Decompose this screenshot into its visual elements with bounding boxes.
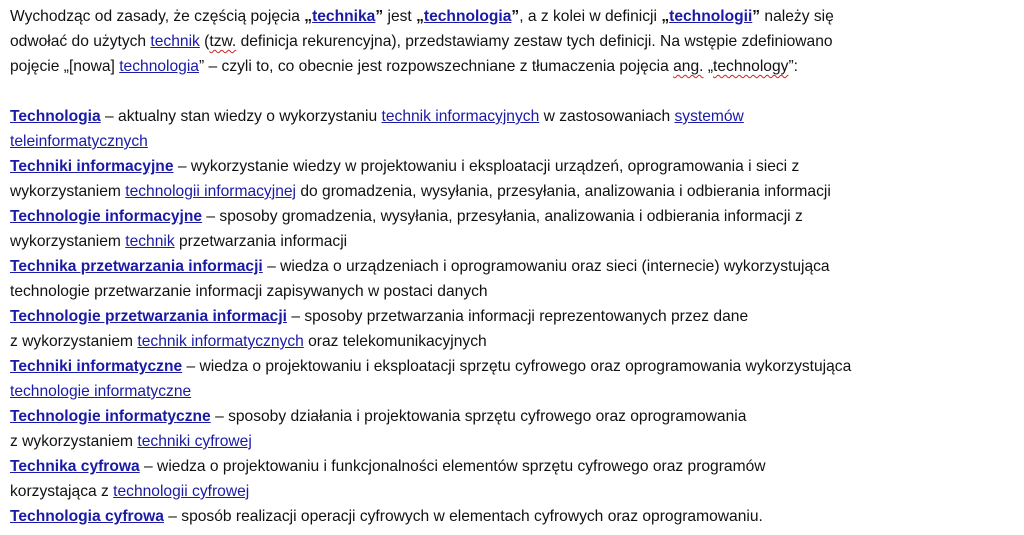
quote-open: „	[304, 8, 313, 25]
definition-technologia-cyfrowa	[10, 504, 1020, 529]
link-teleinformatycznych[interactable]: teleinformatycznych	[10, 133, 148, 150]
link-technik-informatycznych[interactable]: technik informatycznych	[137, 333, 304, 350]
document-body	[10, 4, 1020, 529]
intro-text: odwołać do użytych	[10, 33, 151, 50]
definition-technika-przetwarzania	[10, 254, 1020, 304]
link-technologia-nowa[interactable]: technologia	[119, 58, 199, 75]
intro-text: jest	[383, 8, 417, 25]
definition-text: przetwarzania informacji	[174, 233, 348, 250]
intro-text: ” – czyli to, co obecnie jest rozpowszechniane z tłumaczenia pojęcia	[199, 58, 674, 75]
intro-text: ”:	[788, 58, 798, 75]
term-technologia-cyfrowa[interactable]: Technologia cyfrowa	[10, 508, 164, 525]
definition-text: korzystająca z	[10, 483, 114, 500]
definition-text: – wiedza o projektowaniu i funkcjonalności elementów sprzętu cyfrowego oraz programów	[139, 458, 766, 475]
definition-text: oraz telekomunikacyjnych	[303, 333, 487, 350]
definition-text: technologie przetwarzanie informacji zapisywanych w postaci danych	[10, 283, 488, 300]
intro-text: należy się	[760, 8, 834, 25]
quote-open: „	[416, 8, 424, 25]
definition-text: w zastosowaniach	[539, 108, 675, 125]
link-technologie-informatyczne[interactable]: technologie informatyczne	[10, 383, 192, 400]
spellcheck-word: ang.	[673, 58, 704, 75]
definition-text: z wykorzystaniem	[10, 333, 138, 350]
term-technika-przetwarzania-informacji[interactable]: Technika przetwarzania informacji	[10, 258, 263, 275]
definition-text: – sposoby gromadzenia, wysyłania, przesyłania, analizowania i odbierania informacji z	[202, 208, 803, 225]
intro-paragraph	[10, 4, 1020, 79]
intro-text: „	[703, 58, 714, 75]
term-techniki-informatyczne[interactable]: Techniki informatyczne	[10, 358, 183, 375]
link-technik-informacyjnych[interactable]: technik informacyjnych	[381, 108, 540, 125]
link-technik-2[interactable]: technik	[125, 233, 175, 250]
definition-technologie-informacyjne	[10, 204, 1020, 254]
definition-techniki-informatyczne	[10, 354, 1020, 404]
definition-technologie-informatyczne	[10, 404, 1020, 454]
link-technologia[interactable]: technologia	[423, 8, 512, 25]
term-technika-cyfrowa[interactable]: Technika cyfrowa	[10, 458, 140, 475]
definition-text: – aktualny stan wiedzy o wykorzystaniu	[100, 108, 382, 125]
definition-technologia	[10, 104, 1020, 154]
quote-close: ”	[375, 8, 384, 25]
definition-techniki-informacyjne	[10, 154, 1020, 204]
definition-text: – wykorzystanie wiedzy w projektowaniu i eksploatacji urządzeń, oprogramowania i sieci z	[173, 158, 800, 175]
term-technologia[interactable]: Technologia	[10, 108, 101, 125]
link-technologii-cyfrowej[interactable]: technologii cyfrowej	[113, 483, 250, 500]
intro-text: Wychodząc od zasady, że częścią pojęcia	[10, 8, 305, 25]
intro-text: , a z kolei w definicji	[519, 8, 662, 25]
link-systemow[interactable]: systemów	[674, 108, 744, 125]
definition-text: – wiedza o urządzeniach i oprogramowaniu oraz sieci (internecie) wykorzystująca	[262, 258, 830, 275]
link-technologii[interactable]: technologii	[669, 8, 753, 25]
intro-text: definicja rekurencyjna), przedstawiamy zestaw tych definicji. Na wstępie zdefiniowano	[236, 33, 833, 50]
term-technologie-informatyczne[interactable]: Technologie informatyczne	[10, 408, 211, 425]
intro-text: (	[199, 33, 210, 50]
term-techniki-informacyjne[interactable]: Techniki informacyjne	[10, 158, 174, 175]
definition-text: z wykorzystaniem	[10, 433, 138, 450]
definition-text: – sposoby przetwarzania informacji reprezentowanych przez dane	[287, 308, 749, 325]
quote-open: „	[661, 8, 670, 25]
link-techniki-cyfrowej[interactable]: techniki cyfrowej	[137, 433, 252, 450]
definition-technologie-przetwarzania	[10, 304, 1020, 354]
definition-text: – wiedza o projektowaniu i eksploatacji sprzętu cyfrowego oraz oprogramowania wykorzystująca	[182, 358, 852, 375]
definition-technika-cyfrowa	[10, 454, 1020, 504]
link-technika[interactable]: technika	[312, 8, 376, 25]
link-technik[interactable]: technik	[150, 33, 200, 50]
spellcheck-word: tzw.	[209, 33, 237, 50]
definition-text: – sposób realizacji operacji cyfrowych w elementach cyfrowych oraz oprogramowaniu.	[163, 508, 763, 525]
term-technologie-informacyjne[interactable]: Technologie informacyjne	[10, 208, 203, 225]
quote-close: ”	[752, 8, 761, 25]
quote-close: ”	[511, 8, 520, 25]
intro-text: pojęcie „[nowa]	[10, 58, 120, 75]
term-technologie-przetwarzania-informacji[interactable]: Technologie przetwarzania informacji	[10, 308, 287, 325]
spellcheck-word: technology	[713, 58, 789, 75]
link-technologii-informacyjnej[interactable]: technologii informacyjnej	[125, 183, 297, 200]
definition-text: wykorzystaniem	[10, 183, 126, 200]
definition-text: – sposoby działania i projektowania sprzętu cyfrowego oraz oprogramowania	[210, 408, 747, 425]
definition-text: wykorzystaniem	[10, 233, 126, 250]
definition-text: do gromadzenia, wysyłania, przesyłania, analizowania i odbierania informacji	[296, 183, 831, 200]
